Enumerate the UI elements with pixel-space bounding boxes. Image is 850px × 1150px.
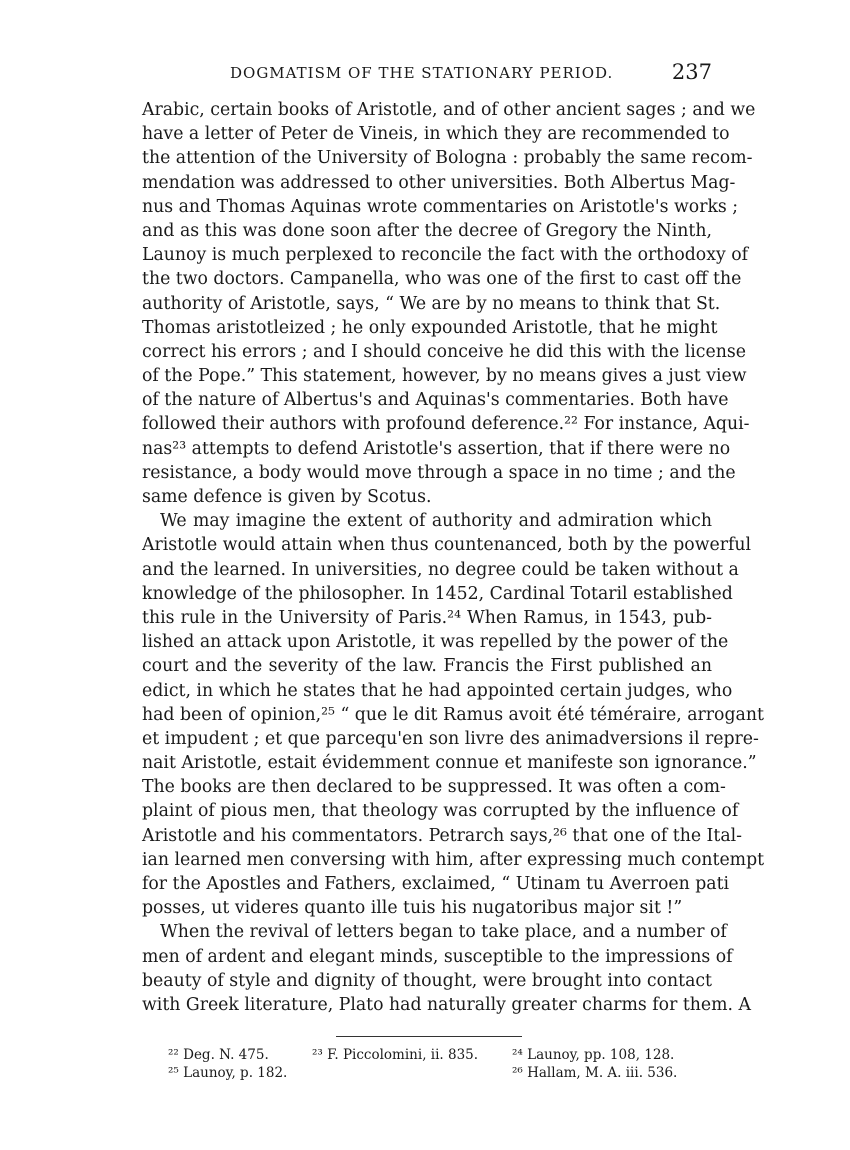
text-line: had been of opinion,²⁵ “ que le dit Ramus avoit été téméraire, arrogant bbox=[142, 704, 764, 725]
text-line: the two doctors. Campanella, who was one of the first to cast off the bbox=[142, 269, 742, 290]
text-line: and the learned. In universities, no degree could be taken without a bbox=[142, 559, 739, 580]
running-head bbox=[142, 60, 712, 88]
text-line: same defence is given by Scotus. bbox=[142, 487, 432, 507]
text-line: plaint of pious men, that theology was corrupted by the influence of bbox=[142, 801, 739, 822]
text-line: followed their authors with profound deference.²² For instance, Aqui- bbox=[142, 414, 750, 435]
paragraph-first-line: We may imagine the extent of authority and admiration which bbox=[160, 511, 712, 532]
text-line: Aristotle would attain when thus countenanced, both by the powerful bbox=[142, 535, 752, 556]
text-line: et impudent ; et que parcequ'en son livre des animadversions il repre- bbox=[142, 728, 759, 749]
footnote-23: ²³ F. Piccolomini, ii. 835. bbox=[312, 1047, 479, 1063]
text-line: Launoy is much perplexed to reconcile the fact with the orthodoxy of bbox=[142, 245, 748, 266]
footnote-22: ²² Deg. N. 475. bbox=[168, 1047, 269, 1063]
text-line: The books are then declared to be suppressed. It was often a com- bbox=[142, 777, 726, 798]
text-line: nait Aristotle, estait évidemment connue et manifeste son ignorance.” bbox=[142, 753, 757, 774]
text-line: correct his errors ; and I should conceive he did this with the license bbox=[142, 341, 746, 362]
text-line: Aristotle and his commentators. Petrarch says,²⁶ that one of the Ital- bbox=[142, 825, 742, 846]
text-line: beauty of style and dignity of thought, were brought into contact bbox=[142, 970, 712, 991]
text-line: court and the severity of the law. Francis the First published an bbox=[142, 656, 712, 677]
text-line: of the Pope.” This statement, however, by no means gives a just view bbox=[142, 366, 747, 387]
text-line: ian learned men conversing with him, after expressing much contempt bbox=[142, 849, 765, 870]
footnote-divider bbox=[336, 1036, 522, 1037]
text-line: resistance, a body would move through a space in no time ; and the bbox=[142, 462, 736, 483]
text-line: authority of Aristotle, says, “ We are by no means to think that St. bbox=[142, 293, 721, 314]
text-line: lished an attack upon Aristotle, it was repelled by the power of the bbox=[142, 632, 729, 653]
text-line: Arabic, certain books of Aristotle, and of other ancient sages ; and we bbox=[142, 100, 756, 120]
text-line: men of ardent and elegant minds, susceptible to the impressions of bbox=[142, 946, 733, 967]
text-line: mendation was addressed to other universities. Both Albertus Mag- bbox=[142, 172, 736, 193]
text-line: knowledge of the philosopher. In 1452, Cardinal Totaril established bbox=[142, 583, 733, 604]
text-line: posses, ut videres quanto ille tuis his nugatoribus major sit !” bbox=[142, 898, 683, 919]
text-line: the attention of the University of Bologna : probably the same recom- bbox=[142, 148, 753, 169]
footnote-26: ²⁶ Hallam, M. A. iii. 536. bbox=[512, 1065, 678, 1081]
text-line: this rule in the University of Paris.²⁴ When Ramus, in 1543, pub- bbox=[142, 607, 712, 628]
text-line: edict, in which he states that he had appointed certain judges, who bbox=[142, 680, 733, 701]
text-line: Thomas aristotleized ; he only expounded Aristotle, that he might bbox=[142, 317, 718, 338]
text-line: with Greek literature, Plato had naturally greater charms for them. A bbox=[142, 994, 751, 1015]
running-title: DOGMATISM OF THE STATIONARY PERIOD. bbox=[230, 64, 614, 82]
text-line: and as this was done soon after the decree of Gregory the Ninth, bbox=[142, 220, 712, 241]
footnote-25: ²⁵ Launoy, p. 182. bbox=[168, 1065, 288, 1081]
text-line: have a letter of Peter de Vineis, in which they are recommended to bbox=[142, 124, 730, 145]
text-line: nas²³ attempts to defend Aristotle's assertion, that if there were no bbox=[142, 438, 731, 459]
paragraph-first-line: When the revival of letters began to take place, and a number of bbox=[160, 922, 727, 943]
footnote-24: ²⁴ Launoy, pp. 108, 128. bbox=[512, 1047, 675, 1063]
page-number: 237 bbox=[671, 60, 712, 84]
text-line: nus and Thomas Aquinas wrote commentaries on Aristotle's works ; bbox=[142, 196, 739, 217]
text-line: for the Apostles and Fathers, exclaimed, “ Utinam tu Averroen pati bbox=[142, 874, 730, 894]
text-line: of the nature of Albertus's and Aquinas's commentaries. Both have bbox=[142, 390, 729, 411]
body-text bbox=[142, 98, 765, 1017]
